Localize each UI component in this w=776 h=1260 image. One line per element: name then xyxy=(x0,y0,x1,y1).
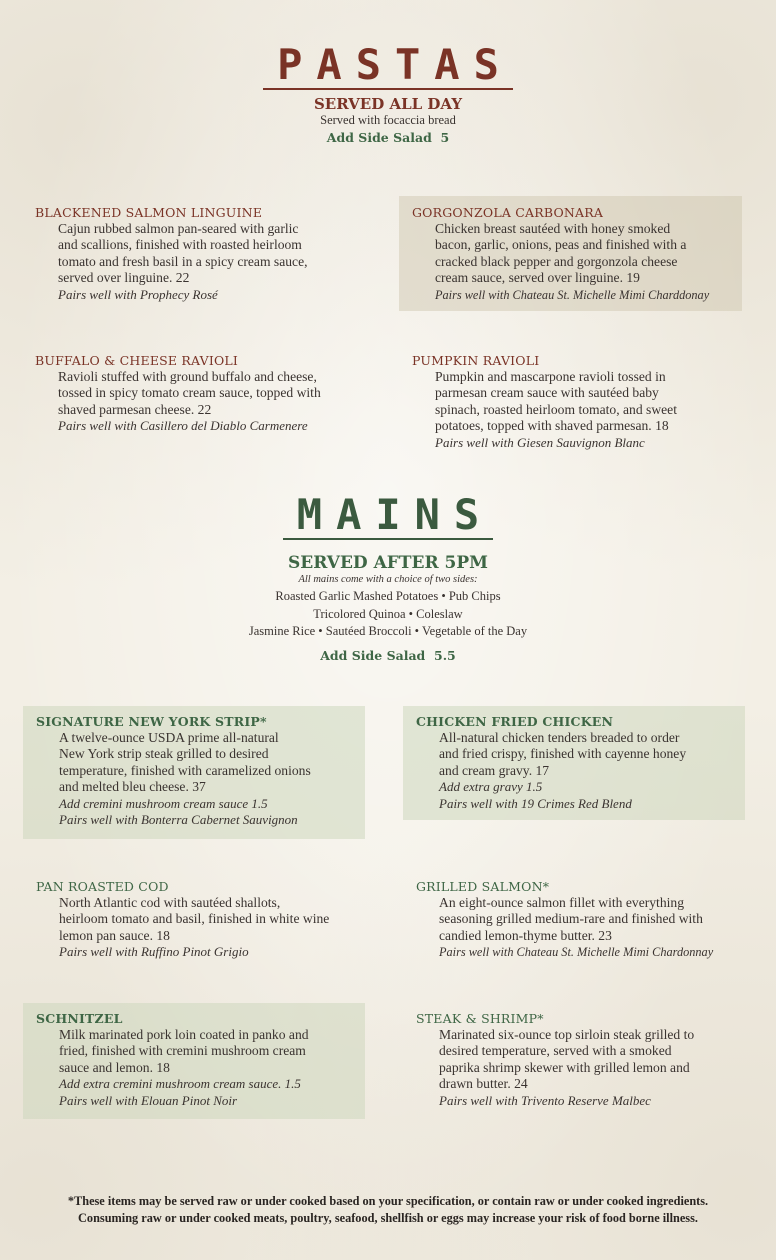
item-desc-line: North Atlantic cod with sautéed shallots, xyxy=(59,895,281,910)
wine-pairing: Pairs well with Bonterra Cabernet Sauvignon xyxy=(59,812,298,828)
menu-item-pan-roasted-cod xyxy=(36,879,371,961)
pastas-served-heading: SERVED ALL DAY xyxy=(313,95,463,113)
item-desc-line: Chicken breast sautéed with honey smoked xyxy=(435,221,671,236)
menu-item-buffalo-cheese-ravioli xyxy=(35,353,380,435)
wine-pairing: Pairs well with Chateau St. Michelle Mimi Chardonnay xyxy=(439,945,714,960)
item-name: SIGNATURE NEW YORK STRIP* xyxy=(36,714,267,729)
wine-pairing: Pairs well with Ruffino Pinot Grigio xyxy=(59,944,249,960)
menu-item-schnitzel xyxy=(23,1003,365,1119)
item-desc-line: cracked black pepper and gorgonzola cheese xyxy=(435,253,678,269)
item-name: BLACKENED SALMON LINGUINE xyxy=(35,205,263,220)
pastas-side-salad: Add Side Salad 5 xyxy=(326,130,450,145)
item-desc-line: drawn butter. 24 xyxy=(439,1076,528,1092)
item-name: GORGONZOLA CARBONARA xyxy=(412,205,604,220)
item-desc-line: and scallions, finished with roasted heirloom xyxy=(58,237,302,253)
item-desc-line: and melted bleu cheese. 37 xyxy=(59,779,206,795)
item-desc-line: served over linguine. 22 xyxy=(58,270,190,286)
item-desc-line: tossed in spicy tomato cream sauce, topped with xyxy=(58,385,321,401)
mains-title: MAINS xyxy=(0,494,776,540)
item-desc-line: An eight-ounce salmon fillet with everything xyxy=(439,895,685,910)
item-name: PUMPKIN RAVIOLI xyxy=(412,353,540,368)
item-addon: Add extra gravy 1.5 xyxy=(439,779,543,795)
item-desc-line: temperature, finished with caramelized onions xyxy=(59,762,311,778)
item-desc-line: sauce and lemon. 18 xyxy=(59,1059,170,1075)
item-desc-line: tomato and fresh basil in a spicy cream sauce, xyxy=(58,253,308,269)
food-safety-disclaimer xyxy=(0,1193,776,1227)
item-desc-line: Pumpkin and mascarpone ravioli tossed in xyxy=(435,369,666,384)
wine-pairing: Pairs well with Chateau St. Michelle Mimi Charddonay xyxy=(435,287,710,302)
mains-sides-line: Tricolored Quinoa • Coleslaw xyxy=(313,607,463,621)
menu-item-gorgonzola-carbonara xyxy=(399,196,742,311)
mains-served-note: All mains come with a choice of two sides: xyxy=(298,574,478,585)
item-name: GRILLED SALMON* xyxy=(416,879,550,894)
item-desc-line: seasoning grilled medium-rare and finished with xyxy=(439,911,703,927)
menu-item-steak-shrimp xyxy=(416,1011,756,1109)
item-name: STEAK & SHRIMP* xyxy=(416,1011,544,1026)
item-desc-line: Milk marinated pork loin coated in panko and xyxy=(59,1027,309,1042)
item-desc-line: New York strip steak grilled to desired xyxy=(59,746,269,762)
pastas-title: PASTAS xyxy=(0,44,776,90)
item-desc-line: Marinated six-ounce top sirloin steak grilled to xyxy=(439,1027,695,1042)
item-desc-line: Ravioli stuffed with ground buffalo and cheese, xyxy=(58,369,317,384)
disclaimer-line: Consuming raw or under cooked meats, poultry, seafood, shellfish or eggs may increase your risk of food borne illness. xyxy=(78,1211,698,1225)
item-desc-line: paprika shrimp skewer with grilled lemon and xyxy=(439,1059,690,1075)
item-desc-line: lemon pan sauce. 18 xyxy=(59,927,170,943)
wine-pairing: Pairs well with 19 Crimes Red Blend xyxy=(439,795,632,811)
item-desc-line: spinach, roasted heirloom tomato, and sweet xyxy=(435,401,677,417)
item-desc-line: shaved parmesan cheese. 22 xyxy=(58,401,212,417)
item-name: SCHNITZEL xyxy=(36,1011,123,1026)
menu-item-chicken-fried-chicken xyxy=(403,706,745,820)
item-desc-line: A twelve-ounce USDA prime all-natural xyxy=(59,730,279,745)
item-name: PAN ROASTED COD xyxy=(36,879,169,894)
item-addon: Add extra cremini mushroom cream sauce. 1.5 xyxy=(59,1076,301,1092)
disclaimer-line: *These items may be served raw or under cooked based on your specification, or contain raw or under cooked ingredients. xyxy=(67,1194,709,1208)
item-name: BUFFALO & CHEESE RAVIOLI xyxy=(35,353,239,368)
item-addon: Add cremini mushroom cream sauce 1.5 xyxy=(59,795,268,811)
wine-pairing: Pairs well with Prophecy Rosé xyxy=(58,286,218,302)
menu-item-signature-new-york-strip xyxy=(23,706,365,839)
item-desc-line: potatoes, topped with shaved parmesan. 18 xyxy=(435,418,669,434)
mains-side-salad: Add Side Salad 5.5 xyxy=(320,648,456,663)
item-desc-line: heirloom tomato and basil, finished in white wine xyxy=(59,911,330,927)
item-desc-line: bacon, garlic, onions, peas and finished with a xyxy=(435,237,687,253)
menu-item-pumpkin-ravioli xyxy=(412,353,752,451)
item-desc-line: cream sauce, served over linguine. 19 xyxy=(435,270,640,286)
item-desc-line: parmesan cream sauce with sautéed baby xyxy=(435,385,659,401)
menu-item-grilled-salmon xyxy=(416,879,756,961)
menu-item-blackened-salmon-linguine xyxy=(35,205,375,303)
item-desc-line: desired temperature, served with a smoked xyxy=(439,1043,672,1059)
wine-pairing: Pairs well with Elouan Pinot Noir xyxy=(59,1092,238,1108)
item-desc-line: and fried crispy, finished with cayenne honey xyxy=(439,746,687,762)
mains-served-heading: SERVED AFTER 5PM xyxy=(288,553,488,573)
wine-pairing: Pairs well with Trivento Reserve Malbec xyxy=(439,1092,651,1108)
item-desc-line: fried, finished with cremini mushroom cream xyxy=(59,1043,306,1059)
wine-pairing: Pairs well with Giesen Sauvignon Blanc xyxy=(435,434,645,450)
mains-sides-line: Roasted Garlic Mashed Potatoes • Pub Chips xyxy=(275,589,501,603)
mains-sides-line: Jasmine Rice • Sautéed Broccoli • Vegetable of the Day xyxy=(248,624,528,638)
item-desc-line: candied lemon-thyme butter. 23 xyxy=(439,927,612,943)
item-desc-line: Cajun rubbed salmon pan-seared with garlic xyxy=(58,221,299,236)
item-name: CHICKEN FRIED CHICKEN xyxy=(416,714,614,729)
item-desc-line: and cream gravy. 17 xyxy=(439,762,550,778)
pastas-served-note: Served with focaccia bread xyxy=(320,113,456,127)
wine-pairing: Pairs well with Casillero del Diablo Carmenere xyxy=(58,418,308,434)
item-desc-line: All-natural chicken tenders breaded to order xyxy=(439,730,680,745)
